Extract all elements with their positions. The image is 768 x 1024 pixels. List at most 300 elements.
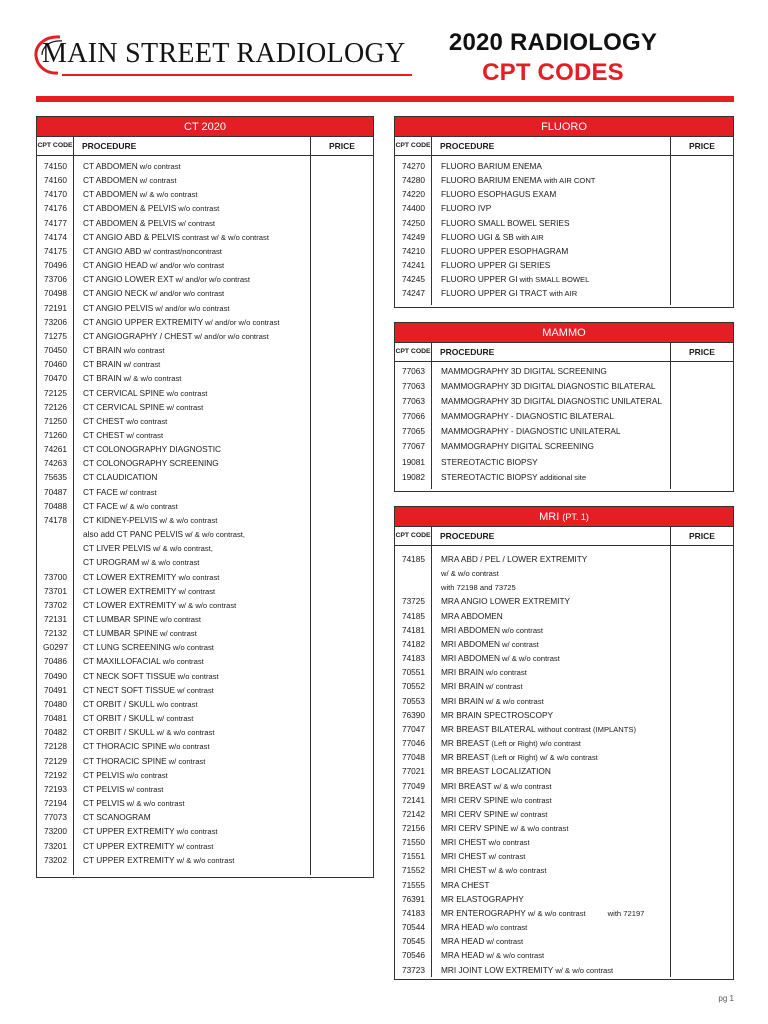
price-cell: [671, 906, 733, 920]
price-cell: [671, 258, 733, 272]
table-row: [395, 821, 733, 835]
mri-title-suffix: (PT. 1): [562, 512, 589, 522]
procedure-cell: [74, 286, 311, 300]
column-header-code: CPT CODE: [395, 527, 432, 545]
price-cell: [671, 722, 733, 736]
procedure-name: CT FACE: [83, 486, 118, 497]
procedure-cell: [74, 386, 311, 400]
price-cell: [311, 400, 373, 414]
cpt-code: 70496: [43, 260, 68, 271]
table-row: [395, 272, 733, 286]
table-row: [395, 637, 733, 651]
price-cell: [671, 764, 733, 778]
procedure-qualifier: w/ & w/o contrast: [486, 951, 545, 961]
mri-panel-title: [395, 507, 733, 527]
procedure-qualifier: contrast w/ & w/o contrast: [182, 232, 269, 242]
procedure-name: CT ORBIT / SKULL: [83, 713, 155, 724]
procedure-name: MAMMOGRAPHY 3D DIGITAL SCREENING: [441, 366, 607, 376]
cpt-code: 70487: [43, 486, 68, 497]
table-row: [395, 470, 733, 485]
cpt-code: 74183: [401, 907, 426, 918]
procedure-name: CT ANGIO ABD & PELVIS: [83, 231, 180, 242]
procedure-qualifier: w/ contrast: [177, 685, 214, 695]
table-row: [395, 878, 733, 892]
cpt-code: 70551: [401, 667, 426, 678]
procedure-qualifier: w/ & w/o contrast: [488, 866, 547, 876]
price-cell: [311, 853, 373, 867]
procedure-qualifier: w/ contrast: [178, 218, 216, 228]
procedure-cell: [432, 736, 671, 750]
cpt-code: 19081: [401, 456, 426, 467]
procedure-cell: [432, 379, 671, 394]
column-header-procedure: PROCEDURE: [432, 343, 671, 361]
price-cell: [311, 555, 373, 569]
mri-panel: [394, 506, 734, 980]
procedure-cell: [74, 697, 311, 711]
procedure-qualifier: w/ & w/o contrast: [176, 855, 235, 865]
procedure-name: MR BRAIN SPECTROSCOPY: [441, 709, 554, 720]
cpt-code: 77046: [401, 738, 426, 749]
procedure-cell: [432, 439, 671, 454]
procedure-qualifier: w/o contrast: [177, 671, 219, 681]
cpt-code: 70498: [43, 288, 68, 299]
procedure-cell: [74, 329, 311, 343]
mri-rows: [395, 552, 733, 977]
procedure-name: MR ELASTOGRAPHY: [441, 893, 524, 904]
cpt-code: 71550: [401, 837, 426, 848]
table-row: [395, 594, 733, 608]
table-row: [395, 201, 733, 215]
price-cell: [671, 835, 733, 849]
cpt-code: 77073: [43, 812, 68, 823]
procedure-cell: [74, 258, 311, 272]
cpt-code: 77049: [401, 780, 426, 791]
fluoro-panel: [394, 116, 734, 308]
procedure-cell: [74, 810, 311, 824]
procedure-name: MAMMOGRAPHY - DIAGNOSTIC BILATERAL: [441, 411, 615, 422]
price-cell: [311, 357, 373, 371]
table-row: [395, 439, 733, 454]
procedure-name: CT NECK SOFT TISSUE: [83, 670, 176, 681]
procedure-cell: [432, 594, 671, 608]
procedure-name: CT LOWER EXTREMITY: [83, 585, 177, 596]
table-row: [37, 244, 373, 258]
cpt-code: 74181: [401, 624, 426, 635]
price-cell: [671, 424, 733, 439]
cpt-code: 70544: [401, 922, 426, 933]
table-row: [37, 286, 373, 300]
table-row: [395, 409, 733, 424]
procedure-cell: [74, 782, 311, 796]
cpt-code: 74280: [401, 175, 426, 186]
price-cell: [311, 654, 373, 668]
cpt-code: 77063: [401, 396, 426, 407]
procedure-name: CT CERVICAL SPINE: [83, 387, 165, 398]
price-cell: [311, 598, 373, 612]
procedure-name: CT CHEST: [83, 429, 125, 440]
table-row: [37, 301, 373, 315]
cpt-code: 74400: [401, 203, 426, 214]
procedure-name: MR BREAST LOCALIZATION: [441, 766, 551, 777]
ct-table-body: [37, 156, 373, 875]
price-cell: [671, 920, 733, 934]
cpt-code: 77066: [401, 411, 426, 422]
table-row: [37, 442, 373, 456]
cpt-code: 74185: [401, 610, 426, 621]
cpt-code: 77021: [401, 766, 426, 777]
procedure-name: MAMMOGRAPHY 3D DIGITAL DIAGNOSTIC BILATERAL: [441, 381, 656, 392]
cpt-code: 71260: [43, 429, 68, 440]
procedure-cell: [74, 230, 311, 244]
table-row: [37, 555, 373, 569]
table-row: [395, 187, 733, 201]
cpt-code: 74263: [43, 458, 68, 469]
table-row: [37, 315, 373, 329]
table-row: [37, 371, 373, 385]
cpt-code: 74220: [401, 189, 426, 200]
price-cell: [311, 796, 373, 810]
procedure-cell: [74, 301, 311, 315]
price-cell: [311, 669, 373, 683]
cpt-code: 74241: [401, 260, 426, 271]
procedure-cell: [432, 216, 671, 230]
procedure-cell: [74, 428, 311, 442]
table-row: [395, 920, 733, 934]
table-row: [37, 853, 373, 867]
procedure-name: MRI BRAIN: [441, 667, 484, 678]
ct-column-headers: [37, 137, 373, 156]
procedure-cell: [432, 201, 671, 215]
cpt-code: [395, 580, 432, 594]
procedure-qualifier: w/ & w/o contrast: [485, 696, 544, 706]
price-cell: [311, 640, 373, 654]
procedure-cell: [74, 683, 311, 697]
procedure-qualifier: w/ and/or w/o contrast: [149, 289, 225, 299]
page-number: pg 1: [718, 994, 734, 1003]
table-row: [395, 651, 733, 665]
procedure-name: CT ANGIO ABD: [83, 245, 142, 256]
column-header-code: CPT CODE: [37, 137, 74, 155]
procedure-cell: [74, 442, 311, 456]
table-row: [395, 424, 733, 439]
column-header-code: CPT CODE: [395, 137, 432, 155]
procedure-cell: [432, 892, 671, 906]
price-cell: [311, 527, 373, 541]
cpt-code: 71275: [43, 330, 68, 341]
cpt-code: 73201: [43, 840, 68, 851]
procedure-cell: [432, 286, 671, 300]
procedure-qualifier: without contrast (IMPLANTS): [537, 724, 637, 734]
procedure-cell: [74, 357, 311, 371]
price-cell: [671, 439, 733, 454]
table-row: [37, 159, 373, 173]
cpt-code: 77047: [401, 723, 426, 734]
procedure-qualifier: w/ and/or w/o contrast: [149, 261, 225, 271]
procedure-name: MR BREAST: [441, 738, 490, 749]
procedure-name: MRI CERV SPINE: [441, 822, 509, 833]
procedure-name: MRI CERV SPINE: [441, 808, 509, 819]
procedure-qualifier: w/o contrast: [176, 827, 218, 837]
price-cell: [671, 216, 733, 230]
procedure-name: MAMMOGRAPHY 3D DIGITAL DIAGNOSTIC UNILATERAL: [441, 396, 662, 407]
price-cell: [671, 609, 733, 623]
procedure-cell: [432, 793, 671, 807]
procedure-qualifier: w/o contrast: [178, 204, 220, 214]
procedure-name: MRI CHEST: [441, 837, 487, 848]
page-title: [438, 28, 668, 88]
procedure-cell: [74, 343, 311, 357]
procedure-name: MRI CHEST: [441, 851, 487, 862]
table-row: [37, 513, 373, 527]
cpt-code: 74182: [401, 638, 426, 649]
price-cell: [311, 456, 373, 470]
table-row: [395, 679, 733, 693]
procedure-name: MR ENTEROGRAPHY: [441, 907, 526, 918]
procedure-qualifier: w/ & w/o contrast: [123, 374, 182, 384]
price-cell: [671, 821, 733, 835]
procedure-cell: [432, 807, 671, 821]
price-cell: [671, 187, 733, 201]
procedure-cell: [432, 679, 671, 693]
cpt-code: 72193: [43, 783, 68, 794]
procedure-name: MRI JOINT LOW EXTREMITY: [441, 964, 554, 975]
price-cell: [311, 173, 373, 187]
price-cell: [311, 159, 373, 173]
mri-title-text: MRI: [539, 511, 560, 523]
procedure-cell: [432, 409, 671, 424]
price-cell: [311, 612, 373, 626]
price-cell: [311, 315, 373, 329]
procedure-name: CT UPPER EXTREMITY: [83, 854, 175, 865]
cpt-code: 70553: [401, 695, 426, 706]
cpt-code: [37, 527, 74, 541]
price-cell: [671, 244, 733, 258]
table-row: [37, 216, 373, 230]
table-row: [37, 711, 373, 725]
price-cell: [311, 470, 373, 484]
procedure-cell: [74, 244, 311, 258]
procedure-name: CT CERVICAL SPINE: [83, 401, 165, 412]
procedure-name: CT LUMBAR SPINE: [83, 628, 158, 639]
procedure-qualifier: w/o contrast: [156, 699, 198, 709]
price-cell: [671, 750, 733, 764]
procedure-name: CT COLONOGRAPHY SCREENING: [83, 458, 219, 469]
price-cell: [671, 849, 733, 863]
procedure-name: CT UPPER EXTREMITY: [83, 826, 175, 837]
procedure-name: CT CLAUDICATION: [83, 472, 158, 483]
price-cell: [671, 286, 733, 300]
table-row: [37, 768, 373, 782]
table-row: [37, 796, 373, 810]
procedure-name: MRA CHEST: [441, 879, 490, 890]
ct-rows: [37, 159, 373, 867]
procedure-qualifier: w/ & w/o contrast: [126, 799, 185, 809]
procedure-cell: [432, 722, 671, 736]
procedure-cell: [74, 570, 311, 584]
table-row: [395, 779, 733, 793]
cpt-code: 73702: [43, 599, 68, 610]
cpt-code: 70460: [43, 359, 68, 370]
procedure-qualifier: w/ contrast: [510, 809, 548, 819]
procedure-cell: [74, 754, 311, 768]
procedure-name: CT ABDOMEN: [83, 175, 138, 186]
table-row: [395, 623, 733, 637]
table-row: [37, 485, 373, 499]
procedure-name: MAMMOGRAPHY DIGITAL SCREENING: [441, 441, 594, 452]
price-cell: [311, 725, 373, 739]
price-cell: [671, 201, 733, 215]
procedure-cell: [74, 669, 311, 683]
cpt-code: 70470: [43, 373, 68, 384]
procedure-qualifier: w/ and/or w/o contrast: [175, 275, 250, 285]
mri-table-body: [395, 546, 733, 977]
procedure-cell: [432, 455, 671, 470]
procedure-name: FLUORO SMALL BOWEL SERIES: [441, 217, 570, 228]
procedure-cell: [432, 849, 671, 863]
table-row: [395, 580, 733, 594]
cpt-code: 19082: [401, 471, 426, 482]
table-row: [395, 364, 733, 379]
procedure-cell: [74, 187, 311, 201]
procedure-name: MRI ABDOMEN: [441, 624, 501, 635]
procedure-qualifier: w/o contrast: [178, 572, 220, 582]
procedure-name: MRA ABDOMEN: [441, 610, 503, 621]
procedure-qualifier: w/ & w/o contrast: [510, 823, 569, 833]
procedure-qualifier: w/ contrast: [166, 402, 204, 412]
price-cell: [311, 513, 373, 527]
price-cell: [311, 386, 373, 400]
table-row: [395, 736, 733, 750]
procedure-cell: [432, 934, 671, 948]
price-cell: [311, 824, 373, 838]
cpt-code: 73200: [43, 826, 68, 837]
table-row: [37, 386, 373, 400]
procedure-qualifier: w/ contrast/noncontrast: [143, 246, 222, 256]
procedure-cell: [74, 839, 311, 853]
table-row: [395, 750, 733, 764]
table-row: [37, 541, 373, 555]
price-cell: [311, 697, 373, 711]
cpt-code: 70545: [401, 936, 426, 947]
cpt-code: 70450: [43, 345, 68, 356]
column-header-price: PRICE: [329, 141, 355, 151]
procedure-cell: [74, 400, 311, 414]
procedure-name: MRA ANGIO LOWER EXTREMITY: [441, 596, 571, 607]
fluoro-rows: [395, 159, 733, 301]
procedure-cell: [74, 499, 311, 513]
price-cell: [671, 364, 733, 379]
procedure-cell: [74, 315, 311, 329]
cpt-code: 70488: [43, 500, 68, 511]
cpt-code: 74150: [43, 161, 68, 171]
cpt-code: 72142: [401, 808, 426, 819]
table-row: [395, 963, 733, 977]
cpt-code: 72131: [43, 614, 68, 624]
procedure-cell: [74, 796, 311, 810]
procedure-name: CT NECT SOFT TISSUE: [83, 684, 176, 695]
header-rule: [36, 96, 734, 102]
cpt-code: 72191: [43, 302, 68, 313]
cpt-code: 72128: [43, 741, 68, 752]
price-cell: [311, 626, 373, 640]
procedure-cell: [74, 725, 311, 739]
price-cell: [671, 863, 733, 877]
procedure-cell: [74, 159, 311, 173]
logo-underline: [62, 74, 412, 76]
column-header-price: PRICE: [689, 141, 715, 151]
procedure-cell: [74, 541, 311, 555]
table-row: [37, 400, 373, 414]
table-row: [395, 552, 733, 566]
table-row: [37, 824, 373, 838]
cpt-code: 77063: [401, 381, 426, 392]
price-cell: [671, 708, 733, 722]
cpt-code: [395, 566, 432, 580]
table-row: [37, 527, 373, 541]
procedure-qualifier: w/ & w/o contrast: [156, 728, 215, 738]
procedure-name: CT KIDNEY-PELVIS: [83, 514, 158, 525]
procedure-name: CT LUNG SCREENING: [83, 642, 171, 653]
procedure-qualifier: w/ contrast: [156, 714, 194, 724]
procedure-name: STEREOTACTIC BIOPSY: [441, 471, 538, 482]
procedure-cell: [74, 584, 311, 598]
procedure-cell: [432, 863, 671, 877]
ct-panel: [36, 116, 374, 878]
cpt-code: 76390: [401, 709, 426, 720]
procedure-name: FLUORO UGI & SB: [441, 231, 514, 242]
cpt-code: 73206: [43, 316, 68, 327]
procedure-cell: [74, 711, 311, 725]
procedure-cell: [432, 187, 671, 201]
procedure-cell: [74, 414, 311, 428]
procedure-cell: [74, 640, 311, 654]
table-row: [395, 566, 733, 580]
procedure-cell: [432, 821, 671, 835]
procedure-qualifier: w/ and/or w/o contrast: [205, 317, 280, 327]
cpt-code: 70490: [43, 670, 68, 681]
procedure-cell: [432, 963, 671, 977]
procedure-cell: [432, 637, 671, 651]
procedure-qualifier: w/ contrast: [139, 176, 177, 186]
logo-text: MAIN STREET RADIOLOGY: [42, 38, 406, 69]
procedure-cell: [432, 920, 671, 934]
cpt-code: 73723: [401, 964, 426, 975]
procedure-qualifier: w/ contrast: [119, 487, 157, 497]
table-row: [37, 697, 373, 711]
table-row: [395, 379, 733, 394]
price-cell: [311, 216, 373, 230]
column-header-procedure: PROCEDURE: [432, 527, 671, 545]
cpt-code: 70482: [43, 727, 68, 738]
procedure-name: MRA ABD / PEL / LOWER EXTREMITY: [441, 554, 588, 564]
table-row: [395, 934, 733, 948]
cpt-code: 71555: [401, 879, 426, 890]
price-cell: [671, 892, 733, 906]
procedure-qualifier: with 72198 and 73725: [441, 583, 516, 593]
procedure-name: CT LOWER EXTREMITY: [83, 599, 177, 610]
fluoro-column-headers: [395, 137, 733, 156]
cpt-code: 74261: [43, 444, 68, 455]
procedure-name: MRA HEAD: [441, 922, 485, 933]
procedure-cell: [432, 694, 671, 708]
procedure-name: CT BRAIN: [83, 345, 122, 356]
procedure-name: CT ORBIT / SKULL: [83, 698, 155, 709]
table-row: [37, 839, 373, 853]
cpt-code: 71250: [43, 415, 68, 426]
price-cell: [311, 230, 373, 244]
procedure-name: FLUORO BARIUM ENEMA: [441, 161, 542, 171]
procedure-name: FLUORO ESOPHAGUS EXAM: [441, 189, 557, 200]
